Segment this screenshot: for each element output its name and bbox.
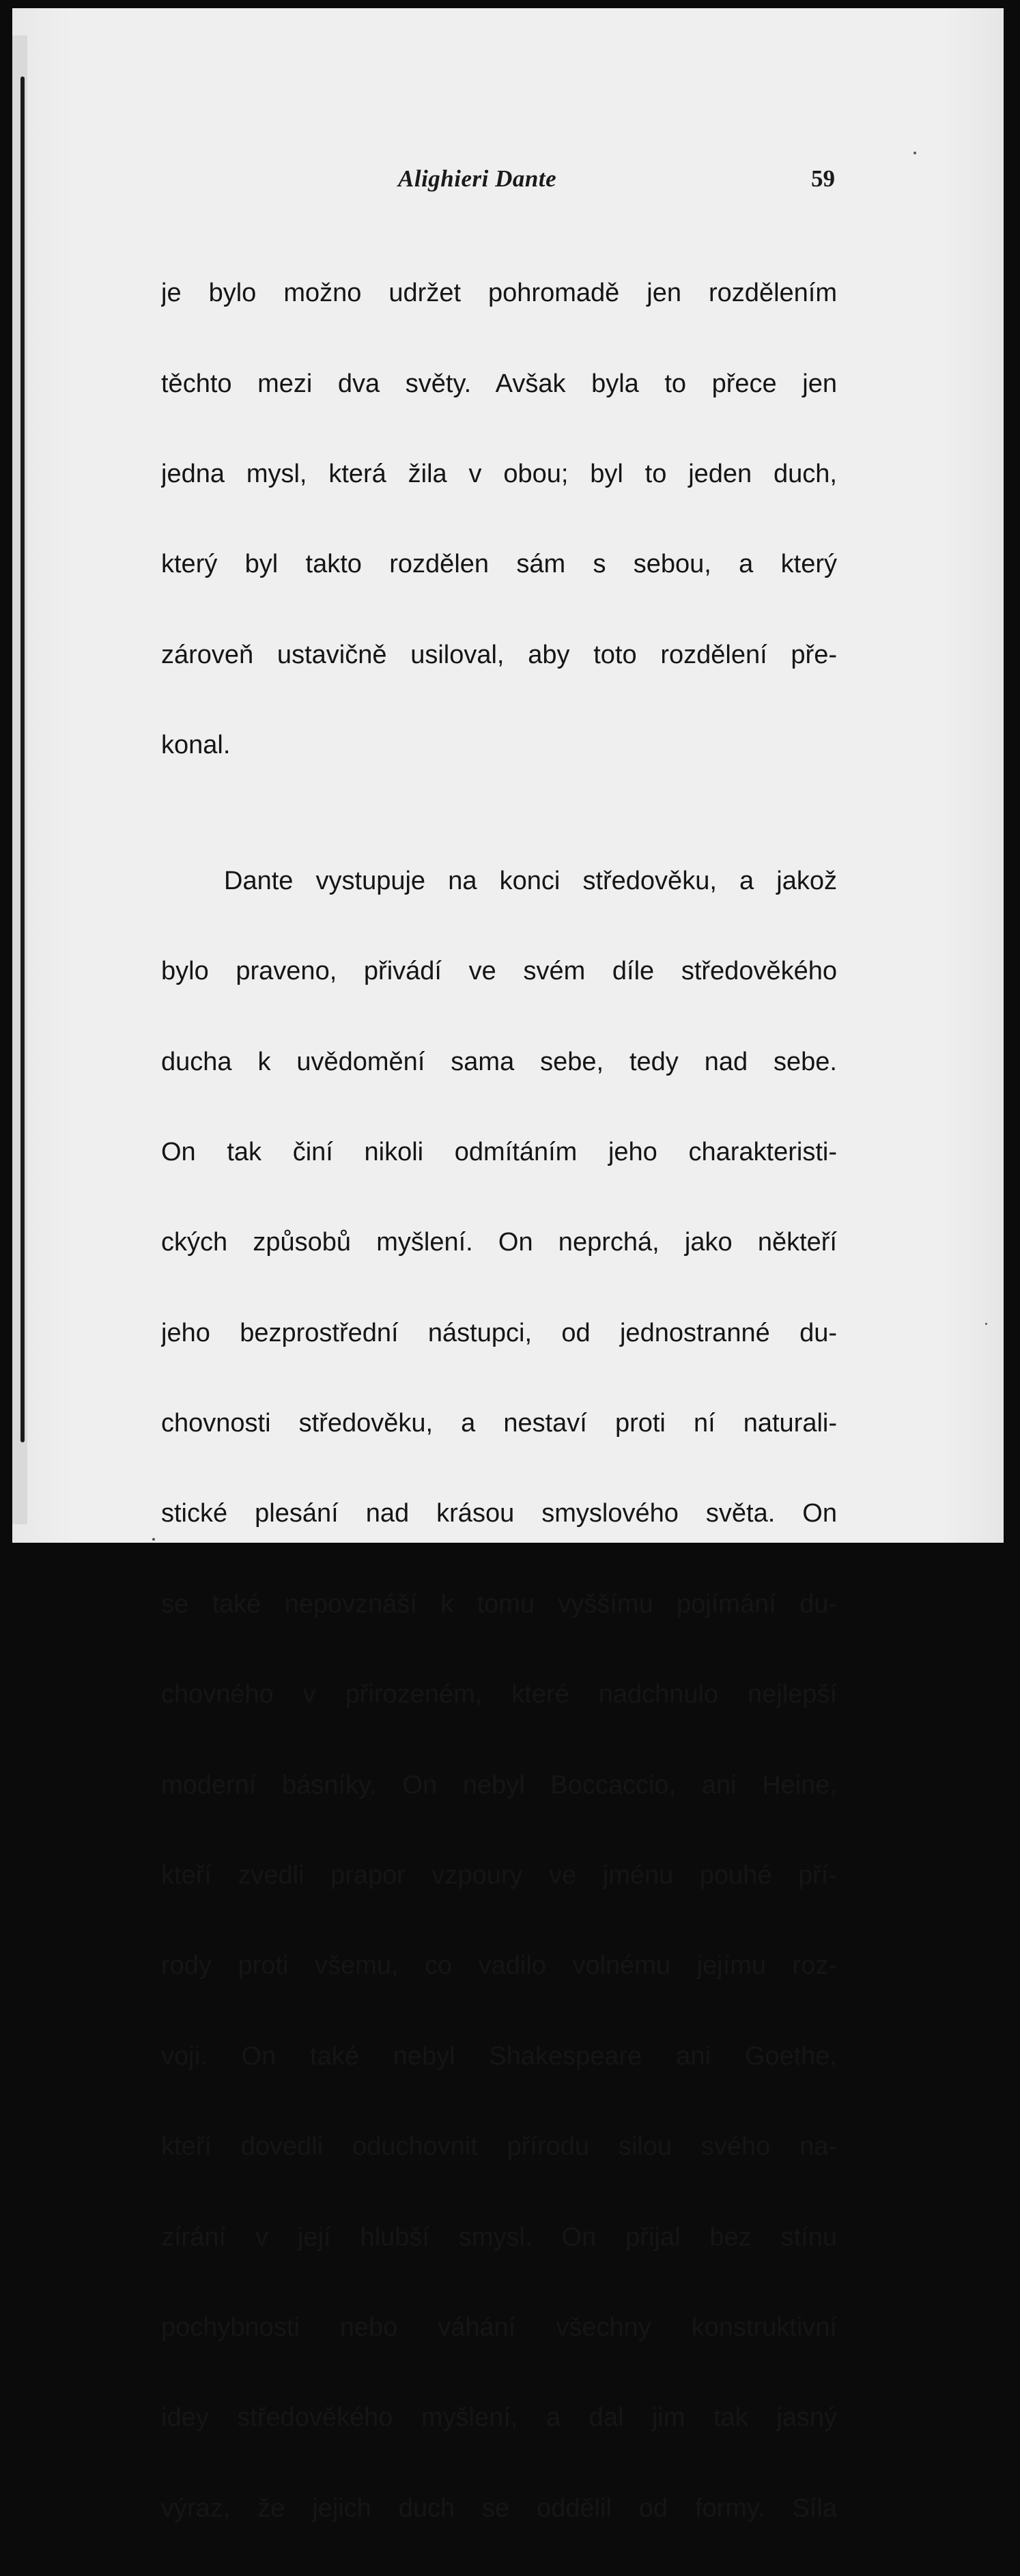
text-line: se také nepovznáší k tomu vyššímu pojímání du- (161, 1589, 837, 1619)
text-line: rody proti všemu, co vadilo volnému jejímu roz- (161, 1951, 837, 1980)
body-text (161, 225, 837, 2576)
text-line: bylo praveno, přivádí ve svém díle středověkého (161, 957, 837, 986)
running-title: Alighieri Dante (398, 165, 557, 192)
text-line: je bylo možno udržet pohromadě jen rozdělením (161, 279, 837, 308)
text-line: jedna mysl, která žila v obou; byl to jeden duch, (161, 459, 837, 488)
paragraph-2 (161, 813, 837, 2576)
paper-speck (152, 1538, 155, 1541)
text-line: chovného v přirozeném, které nadchnulo nejlepší (161, 1680, 837, 1709)
text-line: ckých způsobů myšlení. On neprchá, jako někteří (161, 1228, 837, 1257)
text-line: který byl takto rozdělen sám s sebou, a který (161, 550, 837, 579)
text-line: idey středověkého myšlení, a dal jim tak jasný (161, 2403, 837, 2433)
text-line: ducha k uvědomění sama sebe, tedy nad sebe. (161, 1047, 837, 1076)
paper-speck (985, 1323, 987, 1325)
paragraph-1 (161, 225, 837, 813)
paper-speck (913, 152, 916, 154)
text-line: těchto mezi dva světy. Avšak byla to přece jen (161, 369, 837, 398)
book-page (12, 8, 1004, 2523)
page-number: 59 (811, 165, 835, 192)
text-line: stické plesání nad krásou smyslového světa. On (161, 1499, 837, 1528)
text-line: zírání v její hlubší smysl. On přijal bez stínu (161, 2222, 837, 2252)
text-line: kteří dovedli oduchovnit přírodu silou svého na- (161, 2132, 837, 2161)
text-line: On tak činí nikoli odmítáním jeho charakteristi- (161, 1137, 837, 1166)
text-line: jeho bezprostřední nástupci, od jednostranné du- (161, 1318, 837, 1347)
text-line: konal. (161, 731, 231, 760)
text-line: voji. On také nebyl Shakespeare ani Goethe, (161, 2041, 837, 2071)
page-header (398, 165, 835, 199)
binding-shadow (20, 76, 25, 1442)
text-line: zároveň ustavičně usiloval, aby toto rozdělení pře- (161, 640, 837, 669)
binding-edge (12, 36, 27, 1524)
text-line: chovnosti středověku, a nestaví proti ní naturali- (161, 1409, 837, 1438)
text-line: kteří zvedli prapor vzpoury ve jménu pouhé pří- (161, 1861, 837, 1890)
text-line: pochybnosti nebo váhání všechny konstruktivní (161, 2313, 837, 2342)
text-line: moderní básníky. On nebyl Boccaccio, ani Heine, (161, 1770, 837, 1800)
text-line: výraz, že jejich duch se oddělil od formy. Síla (161, 2493, 837, 2523)
text-line: Dante vystupuje na konci středověku, a jakož (224, 866, 837, 895)
